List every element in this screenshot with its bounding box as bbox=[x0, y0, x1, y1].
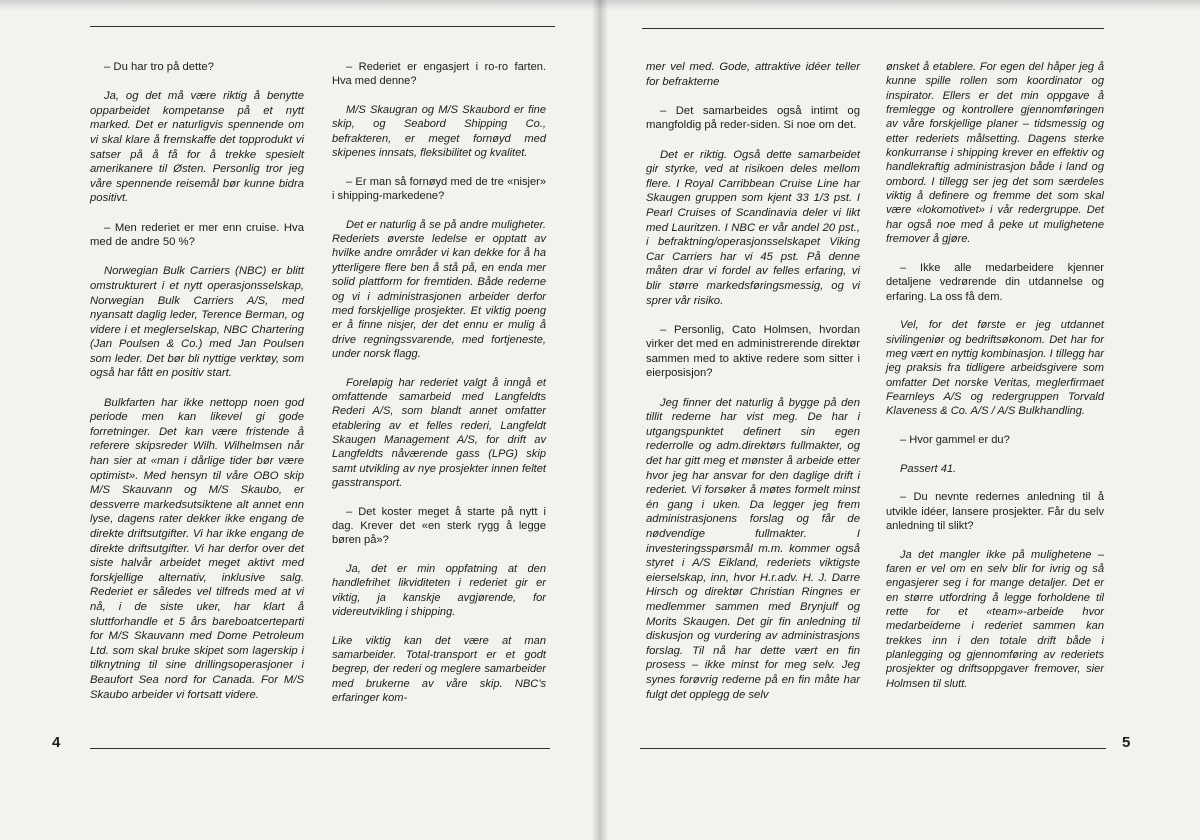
answer-paragraph: Ja det mangler ikke på mulighetene – faren er vel om en selv blir for ivrig og så engasjerer seg i for mange detaljer. Det er en større utfordring å legge forholdene til rette for et «team»-arbeide hvor medarbeiderne i rederiet sammen kan trekkes inn i den totale drift både i planlegging og gjennomføring av rederiets prosjekter og driftsoppgaver fremover, sier Holmsen til slutt. bbox=[886, 548, 1104, 690]
top-rule bbox=[90, 26, 555, 27]
page-number: 5 bbox=[1122, 734, 1131, 751]
answer-paragraph: Det er riktig. Også dette samarbeidet gir styrke, ved at risikoen deles mellom flere. I Royal Carribbean Cruise Line har Skaugen gruppen som kjent 33 1/3 pst. I Pearl Cruises of Scandinavia deler vi likt med Lauritzen. I NBC er vår andel 20 pst., i befraktning/operasjonsselskapet Viking Car Carriers har vi 45 pst. På denne måten drar vi fordel av felles erfaring, vi blir større markedsføringsmessig, og vi sprer vår risiko. bbox=[646, 148, 860, 307]
left-column-2 bbox=[332, 60, 546, 720]
question-paragraph: – Hvor gammel er du? bbox=[900, 433, 1010, 446]
right-column-1 bbox=[646, 60, 860, 717]
answer-paragraph: Passert 41. bbox=[900, 462, 957, 475]
answer-paragraph: Norwegian Bulk Carriers (NBC) er blitt omstrukturert i et nytt operasjonsselskap, Norwegian Bulk Carriers A/S, med nyansatt daglig leder, Terence Berman, og videre i et meglerselskap, NBC Chartering (Jan Poulsen & Co.) med Jan Poulsen som leder. Det bør bli nyttige verktøy, som også har fått en positiv start. bbox=[90, 265, 304, 380]
question-paragraph: – Personlig, Cato Holmsen, hvordan virker det med en administrerende direktør sammen med to aktive redere som sitter i eierposisjon? bbox=[646, 323, 860, 380]
bottom-rule bbox=[640, 748, 1106, 749]
answer-paragraph: M/S Skaugran og M/S Skaubord er fine skip, og Seabord Shipping Co., befrakteren, er meget fornøyd med skipenes innsats, fleksibilitet og kvalitet. bbox=[332, 104, 546, 160]
question-paragraph: – Du nevnte redernes anledning til å utvikle idéer, lansere prosjekter. Får du selv anledning til slikt? bbox=[886, 491, 1104, 532]
top-rule bbox=[642, 28, 1104, 29]
answer-paragraph: Ja, og det må være riktig å benytte opparbeidet kompetanse på et nytt marked. Det er naturligvis spennende om vi skal klare å fremskaffe det topprodukt vi satser på å få for å trekke spesielt amerikanere til Østen. Personlig tror jeg våre spennende reisemål bør kunne bidra positivt. bbox=[90, 90, 304, 205]
answer-paragraph: ønsket å etablere. For egen del håper jeg å kunne spille rollen som koordinator og inspirator. Ellers er det min oppgave å fremlegge og kontrollere gjennomføringen av våre forskjellige planer – tidsmessig og etter rederiets målsetting. Dagens sterke konkurranse i shipping krever en effektiv og handlekraftig administrasjon både i land og ombord. I tillegg ser jeg det som særdeles viktig å definere og fremme det som skal være «lokomotivet» i vår redergruppe. Det har også noe med å peke ut mulighetene fremover å gjøre. bbox=[886, 61, 1104, 246]
question-paragraph: – Er man så fornøyd med de tre «nisjer» i shipping-markedene? bbox=[332, 175, 546, 203]
question-paragraph: – Ikke alle medarbeidere kjenner detaljene vedrørende din utdannelse og erfaring. La oss få dem. bbox=[886, 261, 1104, 303]
right-column-2 bbox=[886, 60, 1104, 705]
answer-paragraph: Jeg finner det naturlig å bygge på den tillit rederne har vist meg. De har i utgangspunktet definert sin egen rederrolle og adm.direktørs fullmakter, og det har gitt meg et mønster å arbeide etter hvor jeg har ansvar for den daglige drift i rederiet. Vi forsøker å møtes formelt minst én gang i uken. Da legger jeg frem administrasjonens forslag og får de nødvendige fullmakter. I investeringsspørsmål m.m. kommer også styret i A/S Eikland, rederiets viktigste eierselskap, inn, hvor H.r.adv. H. J. Darre Hirsch og direktør Christian Ringnes er medlemmer sammen med Brynjulf og Morits Skaugen. Det gir fin anledning til diskusjon og vurdering av administrasjons forslag. Til nå har dette vært en fin prosess – ikke minst for meg selv. Jeg synes forøvrig rederne på en fin måte har fulgt det opplegg de selv bbox=[646, 396, 860, 701]
bottom-rule bbox=[90, 748, 550, 749]
question-paragraph: – Det koster meget å starte på nytt i dag. Krever det «en sterk rygg å legge børen på»? bbox=[332, 505, 546, 547]
question-paragraph: – Men rederiet er mer enn cruise. Hva med de andre 50 %? bbox=[90, 221, 304, 249]
answer-paragraph: mer vel med. Gode, attraktive idéer teller for befrakterne bbox=[646, 61, 860, 88]
answer-paragraph: Like viktig kan det være at man samarbeider. Total-transport er et godt begrep, der rederi og meglere samarbeider med brukerne av våre skip. NBC's erfaringer kom- bbox=[332, 634, 546, 705]
question-paragraph: – Du har tro på dette? bbox=[104, 61, 214, 73]
left-column-1 bbox=[90, 60, 304, 717]
question-paragraph: – Det samarbeides også intimt og mangfoldig på reder-siden. Si noe om det. bbox=[646, 104, 860, 132]
answer-paragraph: Foreløpig har rederiet valgt å inngå et omfattende samarbeid med Langfeldts Rederi A/S, som blandt annet omfatter etablering av et felles rederi, Langfeldt Skaugen Management A/S, for drift av Langfeldts nåværende gass (LPG) skip samt utvikling av nye prosjekter innen feltet gasstransport. bbox=[332, 376, 546, 489]
right-page bbox=[600, 0, 1200, 840]
page-number: 4 bbox=[52, 734, 61, 751]
answer-paragraph: Bulkfarten har ikke nettopp noen god periode men kan likevel gi gode forretninger. Det kan være fristende å referere skipsreder Wilh. Wilhelmsen når han sier at «man i dårlige tider bør være optimist». Med hensyn til våre OBO skip M/S Skauvann og M/S Skaubo, er dessverre markedsutsiktene alt annet enn lyse, dagens rater dekker ikke engang de direkte driftsutgifter. Vi har ikke engang de direkte driftsutgifter. Vi har derfor over det siste halvår arbeidet meget aktivt med forskjellige alternativ, inklusive salg. Rederiet er således vel tilfreds med at vi nå, i de siste uker, har klart å sluttforhandle et 5 års bareboatcerteparti for M/S Skauvann med Dome Petroleum Ltd. som skal bruke skipet som lagerskip i tilknytning til sine drillingsoperasjoner i Beaufort Sea nord for Canada. For M/S Skaubo arbeider vi fortsatt videre. bbox=[90, 396, 304, 701]
question-paragraph: – Rederiet er engasjert i ro-ro farten. Hva med denne? bbox=[332, 61, 546, 88]
answer-paragraph: Det er naturlig å se på andre muligheter. Rederiets øverste ledelse er opptatt av hvilke andre områder vi kan dekke for å ha ytterligere flere ben å stå på, en enda mer solid plattform for fremtiden. Både rederne og vi i administrasjonen arbeider derfor med forskjellige prosjekter. Et viktig poeng er å finne nisjer, der det ennu er mulig å drive regningssvarende, med fortjeneste, under norsk flagg. bbox=[332, 218, 546, 360]
answer-paragraph: Ja, det er min oppfatning at den handlefrihet likviditeten i rederiet gir er viktig, ja kanskje avgjørende, for videreutvikling i shipping. bbox=[332, 563, 546, 619]
answer-paragraph: Vel, for det første er jeg utdannet sivilingeniør og bedriftsøkonom. Det har for meg vært en nyttig kombinasjon. I tillegg har jeg praksis fra tidligere arbeidsgivere som omfatter Det norske Veritas, meglerfirmaet Fearnleys A/S og redergruppen Torvald Klaveness & Co. A/S / A/S Bulkhandling. bbox=[886, 319, 1104, 418]
book-gutter bbox=[592, 0, 608, 840]
